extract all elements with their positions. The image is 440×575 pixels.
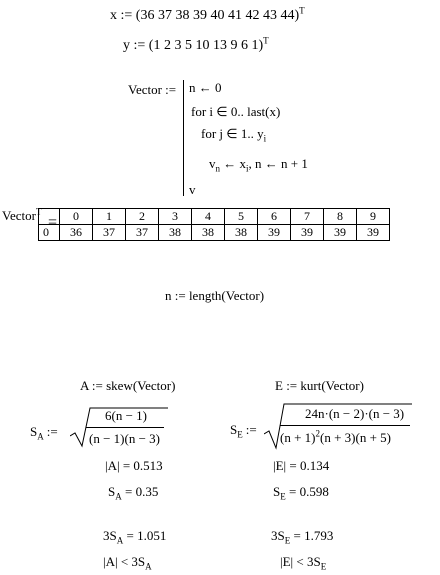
- table-col-header: 0: [60, 209, 93, 225]
- table-cell: 39: [291, 225, 324, 241]
- three-se-result: [271, 528, 333, 544]
- inequality-a-text: |A| < 3S: [103, 554, 146, 569]
- table-cell: 38: [192, 225, 225, 241]
- abs-e-result: |E| = 0.134: [273, 458, 330, 473]
- table-col-header: 5: [225, 209, 258, 225]
- program-line-2: for i ∈ 0.. last(x): [191, 104, 281, 119]
- table-col-header: 8: [324, 209, 357, 225]
- three-sa-value: = 1.051: [123, 528, 167, 543]
- table-cell: 36: [60, 225, 93, 241]
- inequality-a: [103, 554, 152, 570]
- se-numerator: 24n·(n − 2)·(n − 3): [305, 406, 405, 421]
- se-label: S: [230, 422, 238, 437]
- se-denominator: [280, 430, 391, 446]
- abs-a-result: |A| = 0.513: [105, 458, 163, 473]
- y-definition: [123, 35, 269, 54]
- se-result-label: S: [273, 484, 281, 499]
- three-se-label: 3S: [271, 528, 285, 543]
- inequality-a-sub: A: [145, 561, 152, 572]
- program-var-v-sub: n: [215, 163, 220, 174]
- sa-result-value: = 0.35: [121, 484, 159, 499]
- se-result-value: = 0.598: [285, 484, 329, 499]
- table-row-index: 0: [39, 225, 60, 241]
- e-definition: E := kurt(Vector): [275, 378, 364, 393]
- table-col-header: 1: [93, 209, 126, 225]
- y-definition-text: y := (1 2 3 5 10 13 9 6 1): [123, 38, 264, 53]
- table-col-header: 6: [258, 209, 291, 225]
- transpose-mark: T: [35, 206, 42, 217]
- x-definition-text: x := (36 37 38 39 40 41 42 43 44): [110, 8, 300, 23]
- table-col-header: 2: [126, 209, 159, 225]
- sa-result: [108, 484, 158, 500]
- sa-denominator: (n − 1)(n − 3): [89, 431, 160, 446]
- se-assign: :=: [245, 422, 257, 437]
- program-var-x: ← x: [220, 156, 246, 171]
- three-sa-label: 3S: [103, 528, 117, 543]
- vector-result-table: [35, 206, 390, 241]
- transpose-mark: T: [263, 35, 269, 46]
- table-col-header: 3: [159, 209, 192, 225]
- three-se-sub: E: [284, 535, 291, 546]
- sa-numerator: 6(n − 1): [105, 408, 147, 423]
- sa-label-sub: A: [37, 431, 44, 442]
- program-line-3-text: for j ∈ 1.. y: [201, 126, 264, 141]
- sa-formula-label: [30, 424, 58, 440]
- program-var-v: v: [209, 156, 216, 171]
- three-sa-result: [103, 528, 166, 544]
- vector-transpose-label: [2, 208, 41, 224]
- transpose-mark: T: [299, 5, 305, 16]
- table-cell: 39: [324, 225, 357, 241]
- table-corner-cell: [39, 209, 60, 225]
- sa-label: S: [30, 424, 38, 439]
- equals-sign: =: [48, 214, 58, 231]
- sa-fraction-bar: [86, 427, 164, 428]
- se-result-sub: E: [280, 491, 286, 502]
- inequality-e: [280, 554, 326, 570]
- table-cell: 38: [225, 225, 258, 241]
- table-cell: 39: [357, 225, 390, 241]
- se-den-post: (n + 3)(n + 5): [320, 430, 391, 445]
- program-line-1: n ← 0: [189, 80, 222, 95]
- se-formula-label: [230, 422, 257, 438]
- program-var-x-sub: i: [246, 163, 249, 174]
- a-definition: A := skew(Vector): [80, 378, 176, 393]
- sa-result-sub: A: [115, 491, 122, 502]
- sa-assign: :=: [46, 424, 58, 439]
- table-cell: 37: [93, 225, 126, 241]
- se-label-sub: E: [237, 429, 243, 440]
- table-row: [39, 225, 390, 241]
- se-den-pre: (n + 1): [280, 430, 316, 445]
- table-col-header: 9: [357, 209, 390, 225]
- three-se-value: = 1.793: [290, 528, 334, 543]
- se-den-sup: 2: [315, 428, 320, 439]
- x-definition: [110, 5, 305, 24]
- table-header-row: [39, 209, 390, 225]
- table-cell: 37: [126, 225, 159, 241]
- program-bracket: [183, 80, 184, 196]
- program-line-3: [201, 126, 266, 142]
- se-fraction-bar: [280, 425, 410, 426]
- table-cell: 39: [258, 225, 291, 241]
- sa-result-label: S: [108, 484, 116, 499]
- program-increment: , n ← n + 1: [248, 156, 308, 171]
- se-result: [273, 484, 329, 500]
- inequality-e-text: |E| < 3S: [280, 554, 321, 569]
- inequality-e-sub: E: [320, 561, 327, 572]
- program-line-4: [209, 156, 308, 172]
- table-col-header: 4: [192, 209, 225, 225]
- table-col-header: 7: [291, 209, 324, 225]
- three-sa-sub: A: [116, 535, 124, 546]
- program-line-3-sub: i: [263, 133, 267, 144]
- n-definition: n := length(Vector): [165, 288, 265, 303]
- table-cell: 38: [159, 225, 192, 241]
- vector-assign-label: Vector :=: [128, 82, 177, 97]
- vector-transpose-name: Vector: [2, 208, 36, 223]
- program-line-5: v: [189, 182, 196, 197]
